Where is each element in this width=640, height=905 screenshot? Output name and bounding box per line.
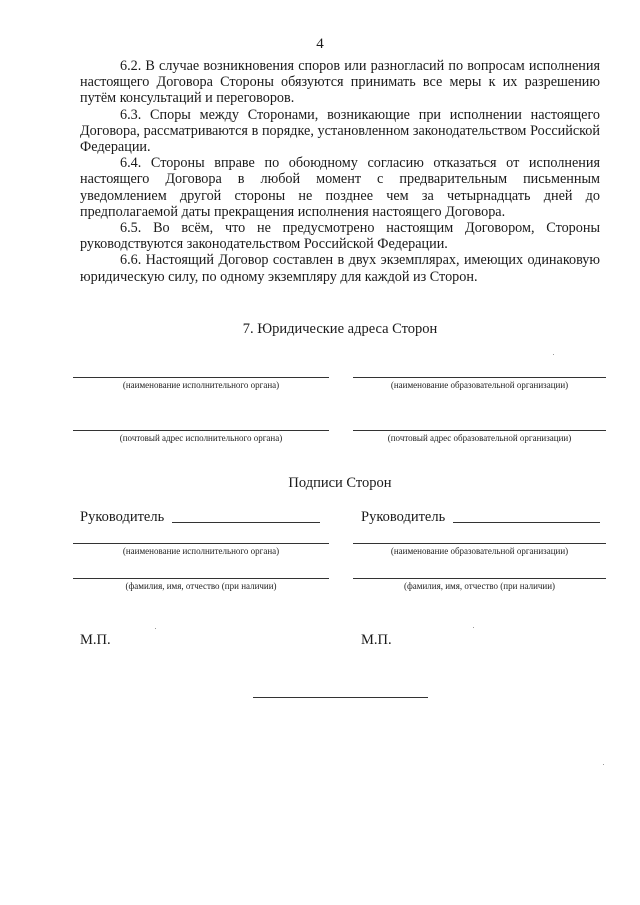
left-sign-org-name-caption: (наименование исполнительного органа) xyxy=(122,546,280,556)
fill-line xyxy=(353,578,606,579)
scan-speck xyxy=(473,627,474,628)
right-stamp-place: М.П. xyxy=(361,632,392,648)
right-head-signature-line xyxy=(453,522,600,523)
left-fio-caption: (фамилия, имя, отчество (при наличии) xyxy=(125,581,277,591)
right-postal-address-field xyxy=(353,430,606,443)
paragraph-6-3: 6.3. Споры между Сторонами, возникающие при исполнении настоящего Договора, рассматриваются в порядке, установленном законодательством Российской Федерации. xyxy=(80,106,600,156)
paragraph-6-2: 6.2. В случае возникновения споров или разногласий по вопросам исполнения настоящего Договора Стороны обязуются принимать все меры к их разрешению путём консультаций и переговоров. xyxy=(80,58,600,107)
right-sign-org-name-caption: (наименование образовательной организации) xyxy=(390,546,569,556)
left-head-signature-row xyxy=(80,509,320,526)
fill-line xyxy=(353,377,606,378)
left-fio-field xyxy=(73,578,329,591)
paragraph-6-5: 6.5. Во всём, что не предусмотрено настоящим Договором, Стороны руководствуются законодательством Российской Федерации. xyxy=(80,220,600,253)
right-fio-field xyxy=(353,578,606,591)
scan-speck xyxy=(603,764,604,765)
left-org-name-field xyxy=(73,377,329,390)
fill-line xyxy=(73,578,329,579)
left-org-name-caption: (наименование исполнительного органа) xyxy=(122,380,280,390)
scan-speck xyxy=(155,628,156,629)
contract-body xyxy=(80,58,600,285)
fill-line xyxy=(353,430,606,431)
fill-line xyxy=(73,430,329,431)
end-of-document-rule xyxy=(253,697,428,698)
left-head-signature-line xyxy=(172,522,320,523)
fill-line xyxy=(73,377,329,378)
left-postal-address-field xyxy=(73,430,329,443)
paragraph-6-6: 6.6. Настоящий Договор составлен в двух экземплярах, имеющих одинаковую юридическую силу, по одному экземпляру для каждой из Сторон. xyxy=(80,252,600,285)
right-head-label: Руководитель xyxy=(361,509,446,525)
left-head-label: Руководитель xyxy=(80,509,165,525)
fill-line xyxy=(353,543,606,544)
right-head-signature-row xyxy=(361,509,600,526)
section-title-addresses: 7. Юридические адреса Сторон xyxy=(242,321,438,337)
page-number: 4 xyxy=(316,36,324,52)
right-fio-caption: (фамилия, имя, отчество (при наличии) xyxy=(403,581,556,591)
left-postal-caption: (почтовый адрес исполнительного органа) xyxy=(119,433,283,443)
right-org-name-caption: (наименование образовательной организации) xyxy=(390,380,569,390)
scan-speck xyxy=(553,354,554,355)
left-sign-org-name-field xyxy=(73,543,329,556)
fill-line xyxy=(73,543,329,544)
right-postal-caption: (почтовый адрес образовательной организации) xyxy=(387,433,572,443)
left-stamp-place: М.П. xyxy=(80,632,111,648)
right-org-name-field xyxy=(353,377,606,390)
paragraph-6-4: 6.4. Стороны вправе по обоюдному согласию отказаться от исполнения настоящего Договора в любой момент с предварительным письменным уведомлением другой стороны не позднее чем за четырнадцать дней до предполагаемой даты прекращения исполнения настоящего Договора. xyxy=(80,155,600,220)
right-sign-org-name-field xyxy=(353,543,606,556)
signatures-title: Подписи Сторон xyxy=(288,475,392,491)
